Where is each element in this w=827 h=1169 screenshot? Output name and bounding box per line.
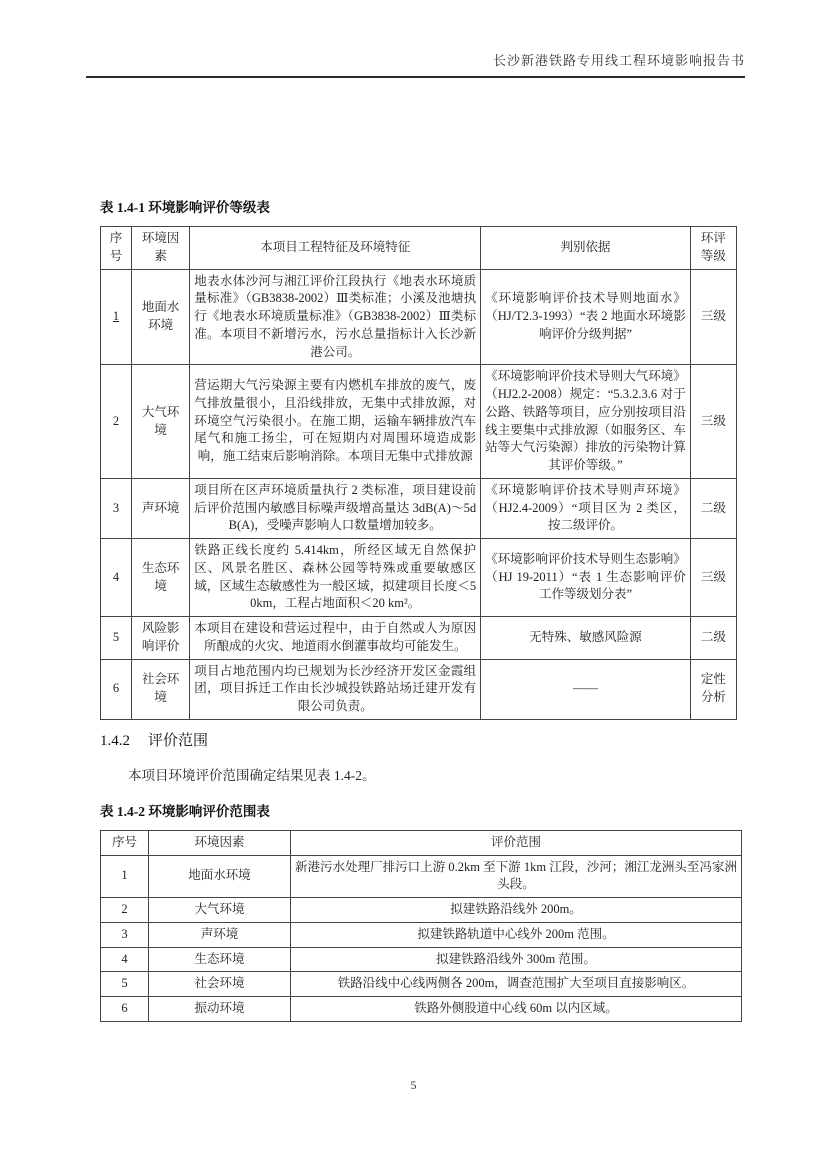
table-row — [101, 365, 737, 479]
section-heading — [100, 729, 741, 750]
factor-cell: 大气环境 — [132, 365, 190, 479]
section-title: 评价范围 — [148, 732, 209, 749]
seq-cell: 4 — [101, 539, 132, 617]
scope-cell: 新港污水处理厂排污口上游 0.2km 至下游 1km 江段，沙河；湘江龙洲头至冯家洲头段。 — [291, 855, 742, 898]
table1-caption: 表 1.4-1 环境影响评价等级表 — [100, 200, 270, 215]
grade-cell: 三级 — [690, 539, 736, 617]
basis-cell: —— — [481, 659, 691, 719]
feature-cell: 地表水体沙河与湘江评价江段执行《地表水环境质量标准》（GB3838-2002）Ⅲ类标准；小溪及池塘执行《地表水环境质量标准》（GB3838-2002）Ⅲ类标准。本项目不新增污水，污水总量指标计入长沙新港公司。 — [190, 269, 481, 365]
basis-cell: 《环境影响评价技术导则生态影响》（HJ 19-2011）“表 1 生态影响评价工作等级划分表” — [481, 539, 691, 617]
table-row — [101, 478, 737, 538]
seq-cell: 3 — [101, 478, 132, 538]
seq-cell: 5 — [101, 972, 149, 997]
assessment-scope-table — [100, 830, 742, 1022]
feature-cell: 本项目在建设和营运过程中，由于自然或人为原因所酿成的火灾、地道雨水倒灌事故均可能发生。 — [190, 617, 481, 660]
header-rule — [86, 76, 745, 78]
grade-cell: 定性分析 — [690, 659, 736, 719]
scope-cell: 拟建铁路轨道中心线外 200m 范围。 — [291, 922, 742, 947]
table-row — [101, 539, 737, 617]
factor-cell: 风险影响评价 — [132, 617, 190, 660]
factor-cell: 声环境 — [149, 922, 291, 947]
scope-cell: 铁路沿线中心线两侧各 200m，调查范围扩大至项目直接影响区。 — [291, 972, 742, 997]
table-row — [101, 855, 742, 898]
col-header-feature: 本项目工程特征及环境特征 — [190, 227, 481, 270]
seq-cell: 4 — [101, 947, 149, 972]
scope-cell: 铁路外侧股道中心线 60m 以内区域。 — [291, 997, 742, 1022]
table-row — [101, 659, 737, 719]
basis-cell: 无特殊、敏感风险源 — [481, 617, 691, 660]
table-row — [101, 898, 742, 923]
factor-cell: 地面水环境 — [149, 855, 291, 898]
seq-cell: 6 — [101, 659, 132, 719]
col-header-factor: 环境因素 — [132, 227, 190, 270]
feature-cell: 营运期大气污染源主要有内燃机车排放的废气，废气排放量很小，且沿线排放，无集中式排放源，对环境空气污染很小。在施工期，运输车辆排放汽车尾气和施工扬尘，可在短期内对周围环境造成影响，施工结束后影响消除。本项目无集中式排放源 — [190, 365, 481, 479]
grade-cell: 三级 — [690, 365, 736, 479]
table-row — [101, 269, 737, 365]
col-header-no: 序号 — [101, 830, 149, 855]
page-number: 5 — [410, 1078, 417, 1092]
scope-cell: 拟建铁路沿线外 300m 范围。 — [291, 947, 742, 972]
factor-cell: 社会环境 — [149, 972, 291, 997]
factor-cell: 振动环境 — [149, 997, 291, 1022]
body-paragraph: 本项目环境评价范围确定结果见表 1.4-2。 — [128, 767, 376, 783]
seq-cell: 1 — [101, 269, 132, 365]
factor-cell: 生态环境 — [149, 947, 291, 972]
table-row — [101, 947, 742, 972]
col-header-scope: 评价范围 — [291, 830, 742, 855]
feature-cell: 项目占地范围内均已规划为长沙经济开发区金霞组团，项目拆迁工作由长沙城投铁路站场迁建开发有限公司负责。 — [190, 659, 481, 719]
seq-cell: 2 — [101, 365, 132, 479]
basis-cell: 《环境影响评价技术导则大气环境》（HJ2.2-2008）规定：“5.3.2.3.6 对于公路、铁路等项目，应分别按项目沿线主要集中式排放源（如服务区、车站等大气污染源）排放的污染物计算其评价等级。” — [481, 365, 691, 479]
col-header-factor: 环境因素 — [149, 830, 291, 855]
basis-cell: 《环境影响评价技术导则声环境》（HJ2.4-2009）“项目区为 2 类区，按二级评价。 — [481, 478, 691, 538]
assessment-grade-table — [100, 226, 737, 720]
factor-cell: 社会环境 — [132, 659, 190, 719]
col-header-basis: 判别依据 — [481, 227, 691, 270]
grade-cell: 二级 — [690, 478, 736, 538]
table-row — [101, 997, 742, 1022]
running-header-title: 长沙新港铁路专用线工程环境影响报告书 — [492, 53, 745, 68]
table-header-row — [101, 830, 742, 855]
seq-cell: 3 — [101, 922, 149, 947]
page-content — [100, 196, 741, 1022]
col-header-no: 序号 — [101, 227, 132, 270]
seq-cell: 2 — [101, 898, 149, 923]
factor-cell: 生态环境 — [132, 539, 190, 617]
grade-cell: 三级 — [690, 269, 736, 365]
basis-cell: 《环境影响评价技术导则地面水》（HJ/T2.3-1993）“表 2 地面水环境影响评价分级判据” — [481, 269, 691, 365]
feature-cell: 铁路正线长度约 5.414km，所经区域无自然保护区、风景名胜区、森林公园等特殊或重要敏感区域，区域生态敏感性为一般区域，拟建项目长度＜50km，工程占地面积＜20 km²。 — [190, 539, 481, 617]
table-row — [101, 972, 742, 997]
table-header-row — [101, 227, 737, 270]
scope-cell: 拟建铁路沿线外 200m。 — [291, 898, 742, 923]
table-row — [101, 922, 742, 947]
seq-cell: 5 — [101, 617, 132, 660]
seq-cell: 6 — [101, 997, 149, 1022]
seq-cell: 1 — [101, 855, 149, 898]
section-number: 1.4.2 — [100, 732, 130, 749]
table-row — [101, 617, 737, 660]
table2-caption: 表 1.4-2 环境影响评价范围表 — [100, 803, 270, 819]
grade-cell: 二级 — [690, 617, 736, 660]
factor-cell: 声环境 — [132, 478, 190, 538]
col-header-grade: 环评等级 — [690, 227, 736, 270]
factor-cell: 大气环境 — [149, 898, 291, 923]
factor-cell: 地面水环境 — [132, 269, 190, 365]
feature-cell: 项目所在区声环境质量执行 2 类标准，项目建设前后评价范围内敏感目标噪声级增高量达 3dB(A)～5dB(A)，受噪声影响人口数量增加较多。 — [190, 478, 481, 538]
